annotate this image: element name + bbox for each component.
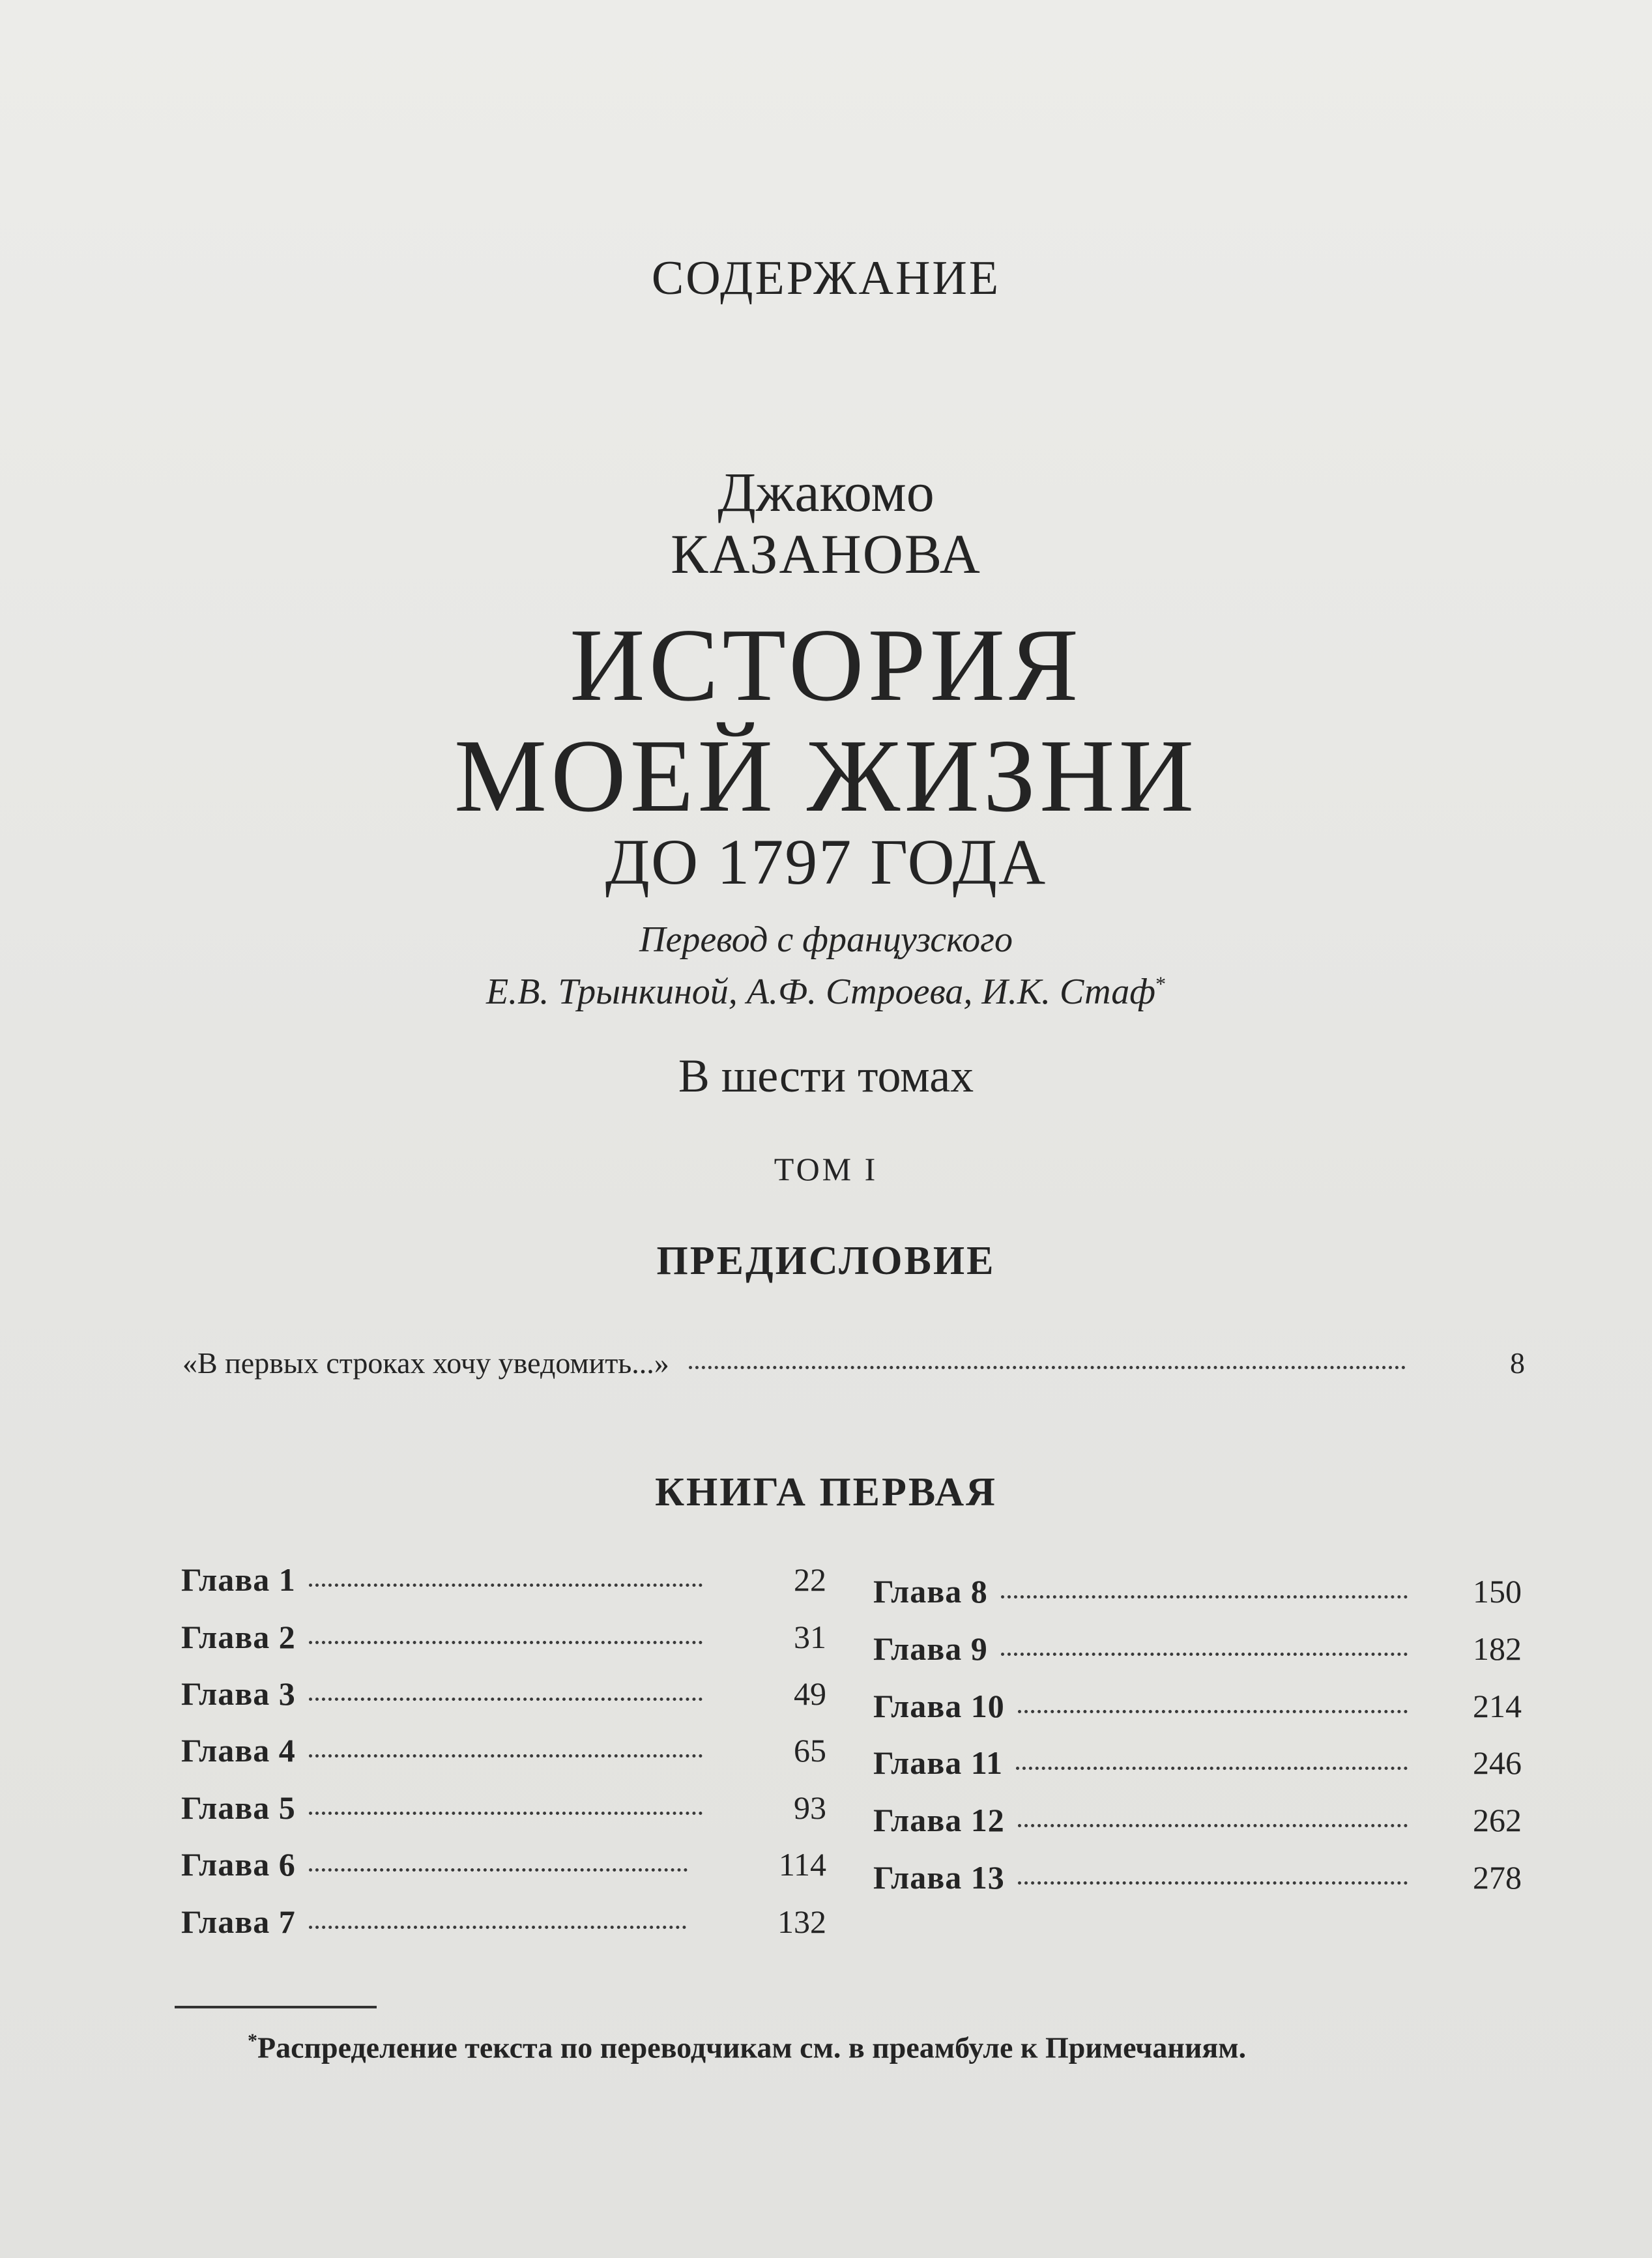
title-line-2: МОЕЙ ЖИЗНИ xyxy=(454,717,1198,833)
dot-leader xyxy=(309,1584,703,1587)
contents-heading: СОДЕРЖАНИЕ xyxy=(651,252,1001,305)
dot-leader xyxy=(689,1366,1406,1369)
preface-entry-page: 8 xyxy=(1510,1346,1525,1380)
dot-leader xyxy=(309,1641,703,1644)
toc-row xyxy=(181,1561,826,1599)
chapter-label: Глава 12 xyxy=(873,1802,1005,1838)
translators-names: Е.В. Трынкиной, А.Ф. Строева, И.К. Стаф xyxy=(485,972,1156,1012)
chapter-label: Глава 8 xyxy=(873,1573,988,1610)
chapter-page: 246 xyxy=(1473,1744,1522,1781)
chapter-page: 262 xyxy=(1473,1802,1522,1838)
chapter-label: Глава 5 xyxy=(181,1789,296,1826)
chapter-label: Глава 13 xyxy=(873,1859,1005,1896)
dot-leader xyxy=(1018,1710,1408,1713)
footnote-mark: * xyxy=(248,2030,257,2051)
toc-row xyxy=(873,1744,1522,1782)
chapter-page: 93 xyxy=(794,1789,826,1826)
author-first-name: Джакомо xyxy=(717,461,935,523)
chapter-page: 114 xyxy=(778,1846,826,1883)
chapter-label: Глава 3 xyxy=(181,1675,296,1712)
chapter-label: Глава 9 xyxy=(873,1630,988,1667)
chapter-page: 132 xyxy=(777,1903,826,1940)
chapter-page: 182 xyxy=(1473,1630,1522,1667)
toc-row xyxy=(181,1731,826,1769)
toc-row xyxy=(873,1630,1522,1668)
chapter-page: 31 xyxy=(794,1619,826,1655)
dot-leader xyxy=(1016,1767,1408,1770)
dot-leader xyxy=(1001,1595,1408,1599)
chapter-label: Глава 6 xyxy=(181,1846,296,1883)
dot-leader xyxy=(1001,1653,1408,1656)
volumes-note: В шести томах xyxy=(678,1050,974,1102)
dot-leader xyxy=(309,1868,688,1872)
chapter-label: Глава 10 xyxy=(873,1688,1005,1724)
dot-leader xyxy=(1018,1881,1408,1885)
toc-row xyxy=(873,1859,1522,1896)
translators-footnote-mark: * xyxy=(1155,972,1167,996)
footnote-text: Распределение текста по переводчикам см. в преамбуле к Примечаниям. xyxy=(257,2031,1247,2064)
toc-row xyxy=(181,1618,826,1656)
dot-leader xyxy=(309,1812,703,1815)
footnote xyxy=(248,2030,1246,2064)
chapter-page: 49 xyxy=(794,1675,826,1712)
toc-row xyxy=(181,1675,826,1713)
dot-leader xyxy=(1018,1824,1408,1827)
preface-entry xyxy=(182,1346,1525,1380)
toc-row xyxy=(873,1687,1522,1725)
toc-row xyxy=(873,1801,1522,1839)
volume-label: ТОМ I xyxy=(774,1151,878,1187)
chapter-label: Глава 7 xyxy=(181,1903,296,1940)
chapter-label: Глава 2 xyxy=(181,1619,296,1655)
author-last-name: КАЗАНОВА xyxy=(671,523,981,585)
chapter-page: 278 xyxy=(1473,1859,1522,1896)
dot-leader xyxy=(309,1926,686,1929)
title-subtitle: ДО 1797 ГОДА xyxy=(605,826,1047,898)
footnote-divider xyxy=(175,2006,377,2008)
toc-row xyxy=(873,1572,1522,1610)
chapter-label: Глава 11 xyxy=(873,1744,1003,1781)
chapter-page: 22 xyxy=(794,1561,826,1598)
dot-leader xyxy=(309,1698,703,1701)
chapter-page: 150 xyxy=(1473,1573,1522,1610)
chapter-label: Глава 1 xyxy=(181,1561,296,1598)
book-heading: КНИГА ПЕРВАЯ xyxy=(655,1470,997,1514)
preface-entry-label: «В первых строках хочу уведомить...» xyxy=(182,1346,669,1380)
translators-line xyxy=(0,971,1652,1013)
translation-note: Перевод с французского xyxy=(639,919,1013,960)
toc-row xyxy=(181,1903,826,1941)
chapter-label: Глава 4 xyxy=(181,1732,296,1769)
title-line-1: ИСТОРИЯ xyxy=(570,607,1082,723)
preface-heading: ПРЕДИСЛОВИЕ xyxy=(656,1239,996,1283)
toc-row xyxy=(181,1845,826,1883)
toc-row xyxy=(181,1789,826,1827)
chapter-page: 214 xyxy=(1473,1688,1522,1724)
chapter-page: 65 xyxy=(794,1732,826,1769)
dot-leader xyxy=(309,1754,703,1758)
